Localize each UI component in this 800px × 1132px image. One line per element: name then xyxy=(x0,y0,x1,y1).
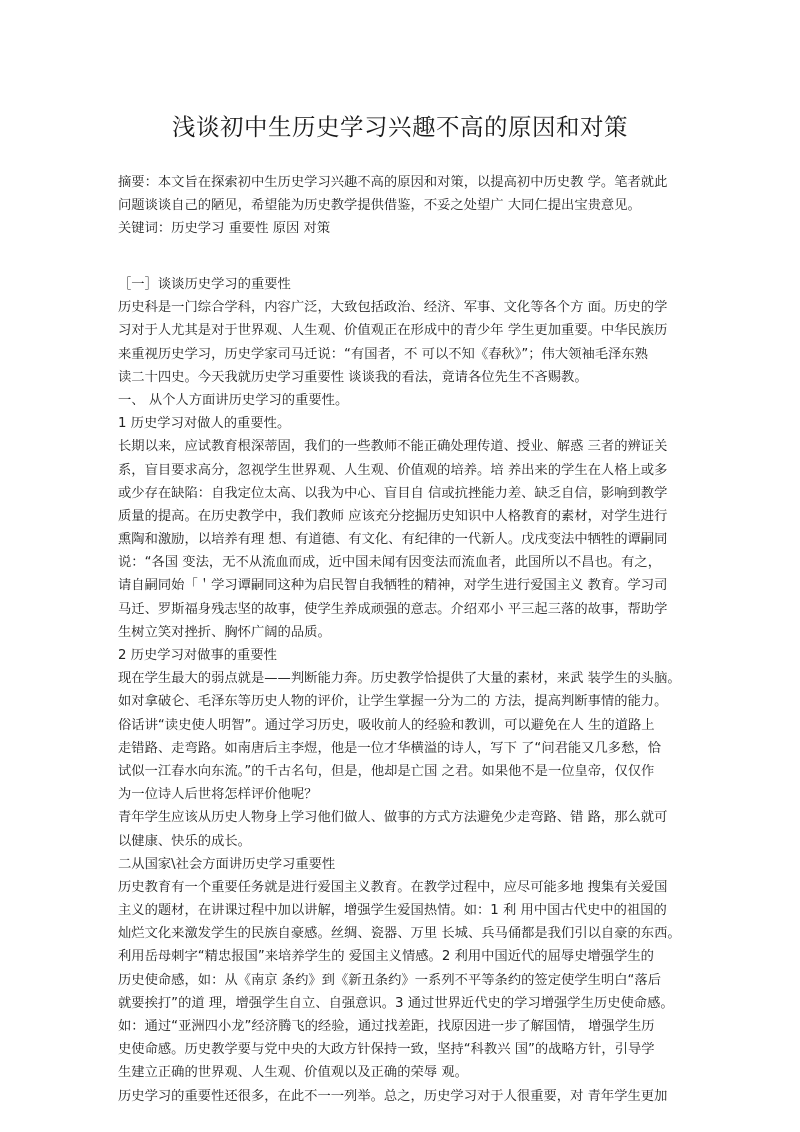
body-line: 说：“各国 变法，无不从流血而成，近中国未闻有因变法而流血者，此国所以不昌也。有之， xyxy=(118,555,661,571)
body-line: 生树立笑对挫折、胸怀广阔的品质。 xyxy=(118,624,331,640)
body-line: 俗话讲“读史使人明智”。通过学习历史，吸收前人的经验和教训，可以避免在人 生的道路上 xyxy=(118,717,655,733)
body-line: 青年学生应该从历史人物身上学习他们做人、做事的方式方法避免少走弯路、错 路，那么就可 xyxy=(118,810,668,826)
body-line: 为一位诗人后世将怎样评价他呢？ xyxy=(118,787,318,803)
body-line: 质量的提高。在历史教学中，我们教师 应该充分挖掘历史知识中人格教育的素材，对学生进行 xyxy=(118,508,668,524)
abstract-line: 摘要：本文旨在探索初中生历史学习兴趣不高的原因和对策，以提高初中历史教 学。笔者就此 xyxy=(118,175,668,190)
page-title: 浅谈初中生历史学习兴趣不高的原因和对策 xyxy=(172,113,628,141)
body-line: 习对于人尤其是对于世界观、人生观、价值观正在形成中的青少年 学生更加重要。中华民族历 xyxy=(118,323,668,339)
abstract-section xyxy=(118,171,698,241)
body-line: 如对拿破仑、毛泽东等历史人物的评价，让学生掌握一分为二的 方法，提高判断事情的能力。 xyxy=(118,694,668,710)
body-line: 二从国家\社会方面讲历史学习重要性 xyxy=(118,856,336,872)
body-line: 历史科是一门综合学科，内容广泛，大致包括政治、经济、军事、文化等各个方 面。历史的学 xyxy=(118,300,668,316)
body-line: 走错路、走弯路。如南唐后主李煜，他是一位才华横溢的诗人，写下 了“问君能又几多愁，恰 xyxy=(118,740,661,756)
body-line: ［一］谈谈历史学习的重要性 xyxy=(118,277,291,292)
body-line: 一、 从个人方面讲历史学习的重要性。 xyxy=(118,392,349,408)
body-line: 历史教育有一个重要任务就是进行爱国主义教育。在教学过程中，应尽可能多地 搜集有关爱国 xyxy=(118,879,668,895)
body-line: 生建立正确的世界观、人生观、价值观以及正确的荣辱 观。 xyxy=(118,1065,468,1081)
body-line: 史使命感。历史教学要与党中央的大政方针保持一致，坚持“科教兴 国”的战略方针，引导学 xyxy=(118,1042,655,1058)
body-line: 灿烂文化来激发学生的民族自豪感。丝绸、瓷器、万里 长城、兵马俑都是我们引以自豪的东西。 xyxy=(118,926,681,942)
body-line: 系，盲目要求高分，忽视学生世界观、人生观、价值观的培养。培 养出来的学生在人格上或多 xyxy=(118,462,668,478)
body-line: 就要挨打”的道 理，增强学生自立、自强意识。3 通过世界近代史的学习增强学生历史使命感。 xyxy=(118,995,674,1011)
body-line: 主义的题材，在讲课过程中加以讲解，增强学生爱国热情。如：1 利 用中国古代史中的祖国的 xyxy=(118,903,667,919)
body-line: 利用岳母刺字“精忠报国”来培养学生的 爱国主义情感。2 利用中国近代的屈辱史增强学生的 xyxy=(118,949,654,965)
body-line: 来重视历史学习，历史学家司马迁说：“有国者，不 可以不知《春秋》”；伟大领袖毛泽东熟 xyxy=(118,346,648,362)
body-line: 熏陶和激励，以培养有理 想、有道德、有文化、有纪律的一代新人。戊戌变法中牺牲的谭嗣同 xyxy=(118,532,668,548)
body-line: 2 历史学习对做事的重要性 xyxy=(118,648,277,663)
abstract-line: 关键词：历史学习 重要性 原因 对策 xyxy=(118,221,331,237)
abstract-line: 问题谈谈自己的陋见，希望能为历史教学提供借鉴，不妥之处望广 大同仁提出宝贵意见。 xyxy=(118,198,641,214)
body-line: 读二十四史。今天我就历史学习重要性 谈谈我的看法，竟请各位先生不吝赐教。 xyxy=(118,369,588,385)
body-line: 如：通过“亚洲四小龙”经济腾飞的经验，通过找差距，找原因进一步了解国情， 增强学生历 xyxy=(118,1019,655,1034)
body-line: 或少存在缺陷：自我定位太高、以我为中心、盲目自 信或抗挫能力差、缺乏自信，影响到教学 xyxy=(118,485,668,501)
body-line: 现在学生最大的弱点就是——判断能力奔。历史教学恰提供了大量的素材，来武 装学生的头脑。 xyxy=(118,671,681,687)
body-line: 马迁、罗斯福身残志坚的故事，使学生养成顽强的意志。介绍邓小 平三起三落的故事，帮助学 xyxy=(118,601,668,617)
body-line: 历史使命感，如：从《南京 条约》到《新丑条约》一系列不平等条约的签定使学生明白“落后 xyxy=(118,972,661,988)
body-line: 请自嗣同始「＇学习谭嗣同这种为启民智自我牺牲的精神，对学生进行爱国主义 教育。学习司 xyxy=(118,578,668,594)
body-line: 历史学习的重要性还很多，在此不一一列举。总之，历史学习对于人很重要，对 青年学生更加 xyxy=(118,1088,668,1104)
body-line: 以健康、快乐的成长。 xyxy=(118,833,251,849)
body-line: 试似一江春水向东流。”的千古名句，但是，他却是亡国 之君。如果他不是一位皇帝，仅仅作 xyxy=(118,763,655,779)
body-text xyxy=(118,273,698,1108)
body-line: 长期以来，应试教育根深蒂固，我们的一些教师不能正确处理传道、授业、解惑 三者的辨证关 xyxy=(118,439,668,455)
body-line: 1 历史学习对做人的重要性。 xyxy=(118,416,291,432)
